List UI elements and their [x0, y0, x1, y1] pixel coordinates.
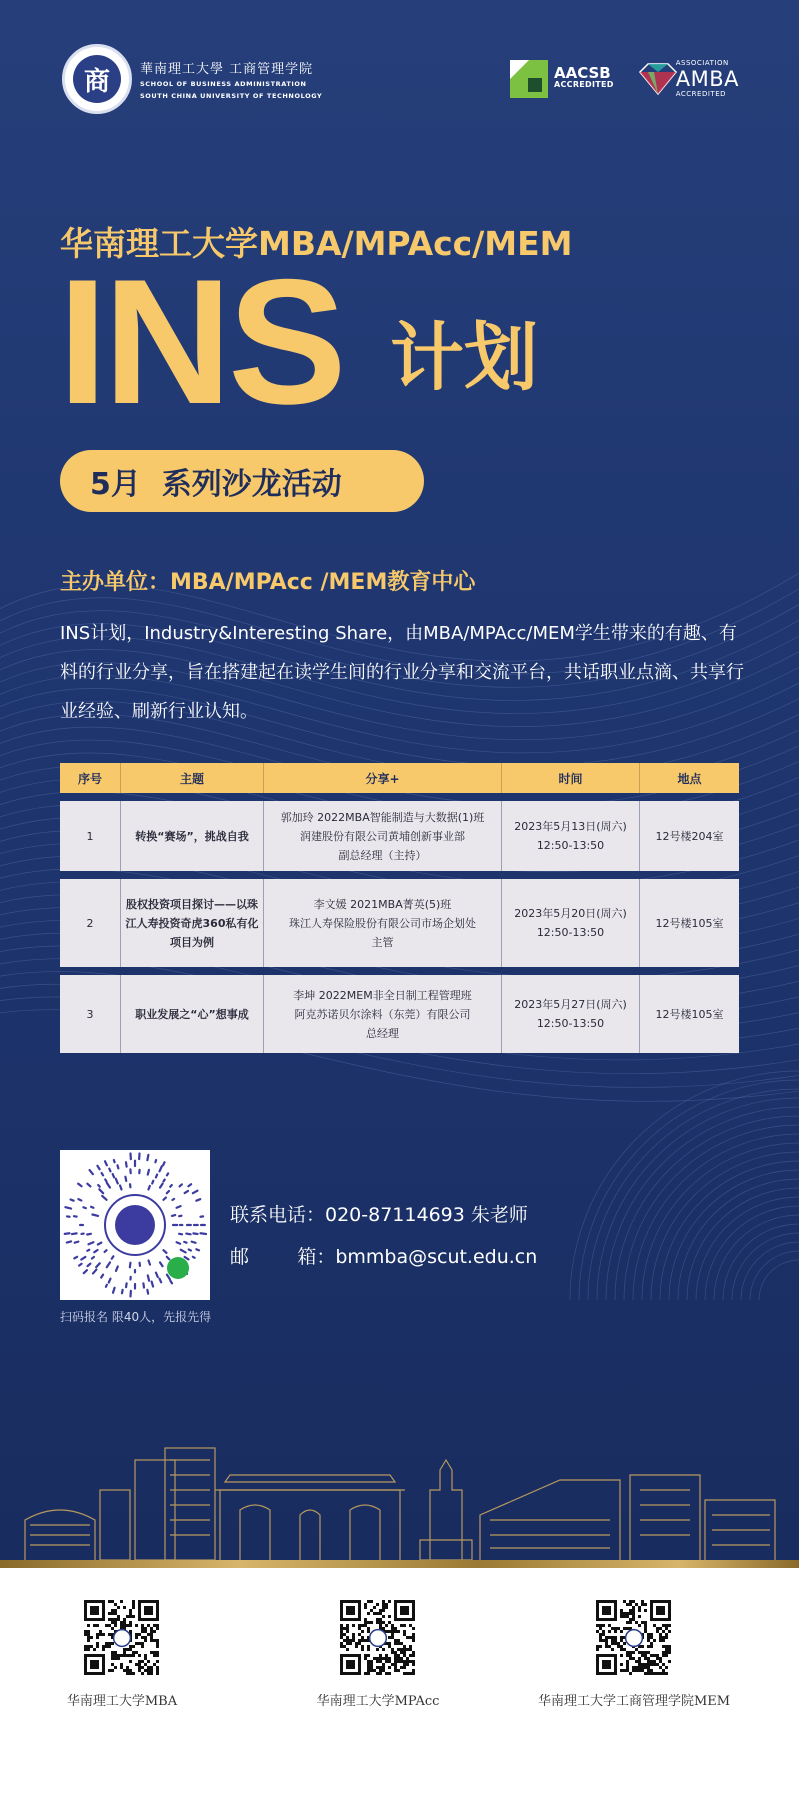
row-speaker: 李文媛 2021MBA菁英(5)班 珠江人寿保险股份有限公司市场企划处 主管: [263, 879, 501, 967]
mpacc-qr-code[interactable]: [340, 1600, 416, 1676]
row-topic: 股权投资项目探讨——以珠江人寿投资奇虎360私有化项目为例: [120, 879, 263, 967]
amba-association: ASSOCIATION: [675, 59, 729, 67]
program-subtitle: 华南理工大学MBA/MPAcc/MEM: [60, 224, 573, 263]
aacsb-accredited: ACCREDITED: [553, 80, 614, 89]
campus-skyline-illustration: [0, 1420, 799, 1570]
event-series-badge: 5月 系列沙龙活动: [60, 450, 424, 512]
table-row: [60, 975, 739, 1053]
contact-email[interactable]: 邮 箱：bmmba@scut.edu.cn: [230, 1246, 538, 1268]
row-time: 2023年5月20日(周六) 12:50-13:50: [501, 879, 639, 967]
header-no: 序号: [60, 763, 120, 793]
row-place: 12号楼105室: [639, 879, 739, 967]
accreditation-logos: [510, 58, 739, 100]
header-time: 时间: [501, 763, 639, 793]
ins-headline: INS: [58, 242, 343, 441]
registration-qr-code[interactable]: [60, 1150, 210, 1300]
school-name-en-2: SOUTH CHINA UNIVERSITY OF TECHNOLOGY: [140, 91, 323, 100]
header-place: 地点: [639, 763, 739, 793]
row-place: 12号楼105室: [639, 975, 739, 1053]
mem-qr-label: 华南理工大学工商管理学院MEM: [537, 1694, 731, 1709]
school-name-en-1: SCHOOL OF BUSINESS ADMINISTRATION: [140, 79, 307, 88]
row-no: 3: [60, 975, 120, 1053]
registration-caption: 扫码报名 限40人，先报先得: [60, 1310, 212, 1324]
mba-qr-label: 华南理工大学MBA: [66, 1694, 178, 1709]
row-no: 2: [60, 879, 120, 967]
row-topic: 职业发展之“心”想事成: [120, 975, 263, 1053]
header-topic: 主题: [120, 763, 263, 793]
university-seal-icon: 商: [62, 44, 132, 114]
aacsb-logo: [510, 60, 614, 98]
amba-logo: [636, 58, 739, 100]
header-speaker: 分享+: [263, 763, 501, 793]
row-place: 12号楼204室: [639, 801, 739, 871]
schedule-table: [60, 763, 739, 1053]
mpacc-qr-label: 华南理工大学MPAcc: [316, 1694, 440, 1709]
amba-accredited: ACCREDITED: [675, 90, 727, 98]
contact-phone: 联系电话：020-87114693 朱老师: [230, 1204, 528, 1226]
row-speaker: 李坤 2022MEM非全日制工程管理班 阿克苏诺贝尔涂料（东莞）有限公司 总经理: [263, 975, 501, 1053]
school-name: [140, 58, 322, 101]
aacsb-name: AACSB: [553, 64, 611, 82]
table-row: [60, 879, 739, 967]
amba-gem-icon: [636, 62, 680, 96]
mem-qr-code[interactable]: [596, 1600, 672, 1676]
plan-headline: 计划: [390, 315, 538, 401]
row-speaker: 郭加玲 2022MBA智能制造与大数据(1)班 润建股份有限公司黄埔创新事业部 副总经理（主持）: [263, 801, 501, 871]
row-topic: 转换“赛场”，挑战自我: [120, 801, 263, 871]
intro-paragraph: INS计划，Industry&Interesting Share，由MBA/MPAcc/MEM学生带来的有趣、有料的行业分享，旨在搭建起在读学生间的行业分享和交流平台，共话职业点滴、共享行业经验、刷新行业认知。: [60, 623, 744, 722]
amba-name: AMBA: [675, 67, 739, 91]
school-logo: [62, 44, 322, 114]
row-time: 2023年5月27日(周六) 12:50-13:50: [501, 975, 639, 1053]
table-header-row: [60, 763, 739, 793]
mba-qr-code[interactable]: [84, 1600, 160, 1676]
school-name-cn: 華南理工大學 工商管理学院: [140, 61, 314, 77]
row-no: 1: [60, 801, 120, 871]
aacsb-mark-icon: [510, 60, 548, 98]
organizer-line: 主办单位：MBA/MPAcc /MEM教育中心: [60, 570, 476, 595]
row-time: 2023年5月13日(周六) 12:50-13:50: [501, 801, 639, 871]
table-row: [60, 801, 739, 871]
